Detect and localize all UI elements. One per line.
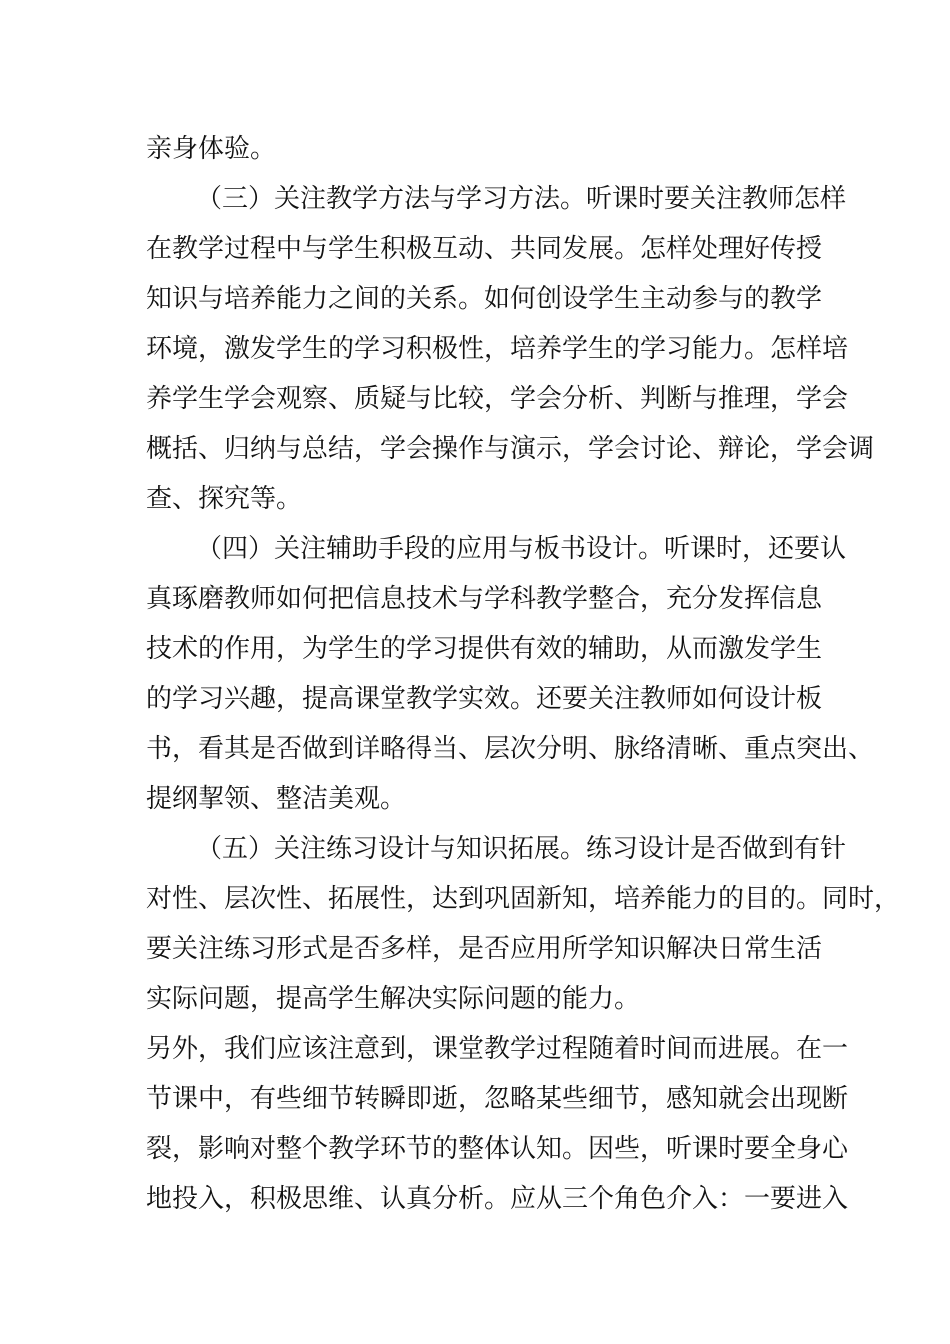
text-line: 对性、层次性、拓展性，达到巩固新知，培养能力的目的。同时， bbox=[146, 884, 901, 914]
text-line: 概括、归纳与总结，学会操作与演示，学会讨论、辩论，学会调 bbox=[146, 434, 875, 464]
text-line: 养学生学会观察、质疑与比较，学会分析、判断与推理，学会 bbox=[146, 384, 849, 414]
text-line: 技术的作用，为学生的学习提供有效的辅助，从而激发学生 bbox=[146, 634, 823, 664]
text-line: 的学习兴趣，提高课堂教学实效。还要关注教师如何设计板 bbox=[146, 684, 823, 714]
text-line: 环境，激发学生的学习积极性，培养学生的学习能力。怎样培 bbox=[146, 334, 849, 364]
text-line: 在教学过程中与学生积极互动、共同发展。怎样处理好传授 bbox=[146, 234, 823, 264]
text-line: 实际问题，提高学生解决实际问题的能力。 bbox=[146, 984, 641, 1014]
text-line: 节课中，有些细节转瞬即逝，忽略某些细节，感知就会出现断 bbox=[146, 1084, 849, 1114]
text-line: 裂，影响对整个教学环节的整体认知。因些，听课时要全身心 bbox=[146, 1134, 849, 1164]
section-3-heading-line: （三）关注教学方法与学习方法。听课时要关注教师怎样 bbox=[196, 184, 847, 214]
text-line: 提纲挈领、整洁美观。 bbox=[146, 784, 407, 814]
text-line: 知识与培养能力之间的关系。如何创设学生主动参与的教学 bbox=[146, 284, 823, 314]
text-line: 查、探究等。 bbox=[146, 484, 303, 514]
section-5-heading-line: （五）关注练习设计与知识拓展。练习设计是否做到有针 bbox=[196, 834, 847, 864]
text-line: 地投入，积极思维、认真分析。应从三个角色介入：一要进入 bbox=[146, 1184, 849, 1214]
paragraph-start-line: 另外，我们应该注意到，课堂教学过程随着时间而进展。在一 bbox=[146, 1034, 849, 1064]
text-line: 要关注练习形式是否多样，是否应用所学知识解决日常生活 bbox=[146, 934, 823, 964]
text-line: 亲身体验。 bbox=[146, 134, 277, 164]
text-line: 书，看其是否做到详略得当、层次分明、脉络清晰、重点突出、 bbox=[146, 734, 875, 764]
text-line: 真琢磨教师如何把信息技术与学科教学整合，充分发挥信息 bbox=[146, 584, 823, 614]
section-4-heading-line: （四）关注辅助手段的应用与板书设计。听课时，还要认 bbox=[196, 534, 847, 564]
